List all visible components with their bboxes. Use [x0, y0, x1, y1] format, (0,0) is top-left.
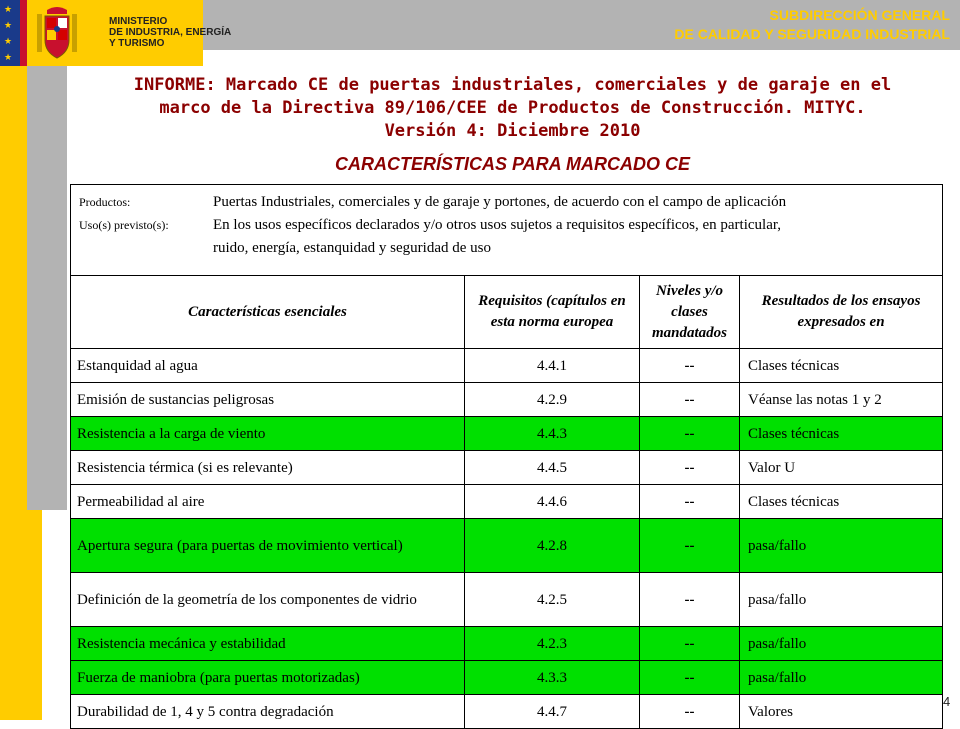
requisito-cell: 4.2.3: [465, 627, 640, 661]
productos-text: Puertas Industriales, comerciales y de garaje y portones, de acuerdo con el campo de aplicación: [213, 194, 787, 210]
ministry-name: MINISTERIO DE INDUSTRIA, ENERGÍA Y TURISMO: [109, 16, 232, 49]
table-row: [71, 349, 943, 383]
caracteristica-cell: Resistencia térmica (si es relevante): [71, 451, 465, 485]
uso-text: En los usos específicos declarados y/o otros usos sujetos a requisitos específicos, en particular,: [213, 217, 782, 233]
resultado-cell: Clases técnicas: [740, 417, 943, 451]
nivel-cell: --: [640, 349, 740, 383]
table-row: [71, 695, 943, 729]
nivel-cell: --: [640, 417, 740, 451]
table-row: [71, 383, 943, 417]
table-row: [71, 627, 943, 661]
report-title: INFORME: Marcado CE de puertas industriales, comerciales y de garaje en el marco de la Directiva 89/106/CEE de Productos de Construcción. MITYC. Versión 4: Diciembre 2010: [133, 75, 892, 141]
resultado-cell: pasa/fallo: [740, 573, 943, 627]
table-row: [71, 485, 943, 519]
resultado-cell: Valor U: [740, 451, 943, 485]
caracteristica-cell: Emisión de sustancias peligrosas: [71, 383, 465, 417]
table-row: [71, 573, 943, 627]
nivel-cell: --: [640, 627, 740, 661]
coat-of-arms-icon: [35, 4, 79, 62]
caracteristica-cell: Apertura segura (para puertas de movimiento vertical): [71, 519, 465, 573]
requisito-cell: 4.2.9: [465, 383, 640, 417]
table-row: [71, 661, 943, 695]
table-header-row: [71, 276, 943, 349]
page-number: 4: [943, 694, 951, 709]
caracteristica-cell: Definición de la geometría de los componentes de vidrio: [71, 573, 465, 627]
nivel-cell: --: [640, 519, 740, 573]
resultado-cell: Clases técnicas: [740, 485, 943, 519]
resultado-cell: pasa/fallo: [740, 661, 943, 695]
grey-side-panel: [27, 50, 67, 510]
caracteristica-cell: Estanquidad al agua: [71, 349, 465, 383]
requisito-cell: 4.4.7: [465, 695, 640, 729]
caracteristica-cell: Resistencia a la carga de viento: [71, 417, 465, 451]
requisito-cell: 4.4.5: [465, 451, 640, 485]
scope-cell: [71, 185, 943, 276]
caracteristica-cell: Fuerza de maniobra (para puertas motorizadas): [71, 661, 465, 695]
table-row: [71, 451, 943, 485]
nivel-cell: --: [640, 451, 740, 485]
table-row: [71, 417, 943, 451]
nivel-cell: --: [640, 695, 740, 729]
column-header: Resultados de los ensayos expresados en: [740, 276, 943, 349]
requisito-cell: 4.4.3: [465, 417, 640, 451]
nivel-cell: --: [640, 661, 740, 695]
eu-flag-icon: ★ ★ ★ ★: [0, 0, 20, 66]
section-subtitle: CARACTERÍSTICAS PARA MARCADO CE: [335, 154, 690, 174]
requisito-cell: 4.3.3: [465, 661, 640, 695]
subdirection-title: SUBDIRECCIÓN GENERAL DE CALIDAD Y SEGURIDAD INDUSTRIAL: [674, 7, 950, 42]
caracteristica-cell: Durabilidad de 1, 4 y 5 contra degradación: [71, 695, 465, 729]
requisito-cell: 4.2.8: [465, 519, 640, 573]
ce-characteristics-table: [70, 184, 943, 729]
uso-text-continued: ruido, energía, estanquidad y seguridad de uso: [213, 240, 491, 256]
scope-row: [71, 185, 943, 276]
caracteristica-cell: Permeabilidad al aire: [71, 485, 465, 519]
header-bar: [203, 0, 960, 50]
resultado-cell: pasa/fallo: [740, 627, 943, 661]
nivel-cell: --: [640, 573, 740, 627]
table-row: [71, 519, 943, 573]
requisito-cell: 4.4.6: [465, 485, 640, 519]
column-header: Requisitos (capítulos en esta norma europea: [465, 276, 640, 349]
column-header: Niveles y/o clases mandatados: [640, 276, 740, 349]
productos-label: Productos:: [79, 195, 131, 209]
resultado-cell: pasa/fallo: [740, 519, 943, 573]
resultado-cell: Clases técnicas: [740, 349, 943, 383]
uso-label: Uso(s) previsto(s):: [79, 218, 169, 232]
ministry-logo: [27, 0, 232, 66]
column-header: Características esenciales: [71, 276, 465, 349]
requisito-cell: 4.2.5: [465, 573, 640, 627]
nivel-cell: --: [640, 485, 740, 519]
resultado-cell: Véanse las notas 1 y 2: [740, 383, 943, 417]
resultado-cell: Valores: [740, 695, 943, 729]
nivel-cell: --: [640, 383, 740, 417]
caracteristica-cell: Resistencia mecánica y estabilidad: [71, 627, 465, 661]
flag-stripe: [20, 0, 27, 66]
requisito-cell: 4.4.1: [465, 349, 640, 383]
